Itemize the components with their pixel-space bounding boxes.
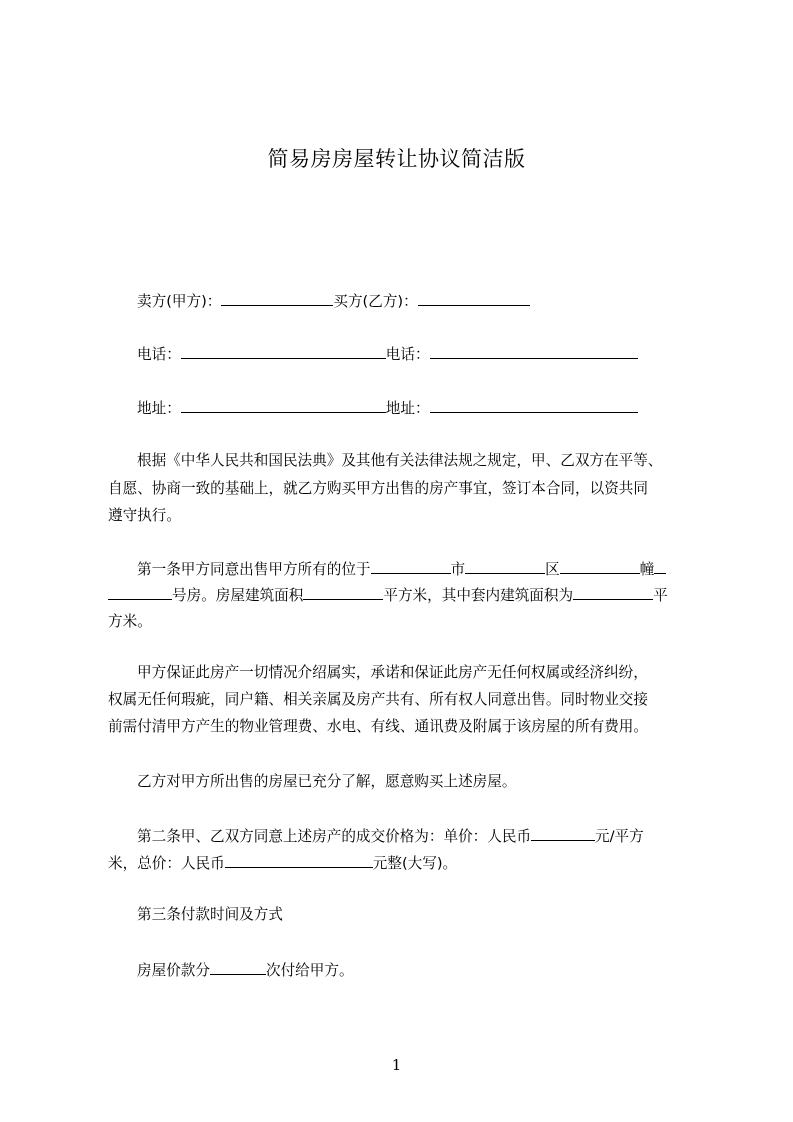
buyer-phone-label: 电话： — [385, 346, 430, 363]
seller-buyer-line — [137, 291, 530, 311]
building-label: 幢 — [639, 561, 655, 578]
document-title: 简易房房屋转让协议简洁版 — [267, 147, 526, 171]
inner-area-blank[interactable] — [573, 585, 653, 600]
city-blank[interactable] — [465, 559, 545, 574]
buyer-address-blank[interactable] — [430, 398, 638, 413]
phone-line — [137, 344, 638, 364]
seller-address-blank[interactable] — [181, 398, 386, 413]
seller-address-label: 地址： — [137, 400, 181, 417]
district-blank[interactable] — [560, 559, 640, 574]
city-label: 市 — [450, 561, 466, 578]
location-blank[interactable] — [371, 559, 451, 574]
buyer-address-label: 地址： — [385, 400, 430, 417]
buyer-label: 买方(乙方)： — [333, 293, 418, 310]
building-blank[interactable] — [654, 559, 666, 574]
total-price-blank[interactable] — [225, 853, 373, 868]
address-line — [137, 398, 638, 418]
intro-line-2: 自愿、协商一致的基础上，就乙方购买甲方出售的房产事宜，签订本合同，以资共同 — [108, 480, 648, 497]
inner-area-unit-start: 平 — [653, 587, 668, 604]
guarantee-line-1: 甲方保证此房产一切情况介绍属实，承诺和保证此房产无任何权属或经济纠纷， — [137, 664, 648, 681]
total-price-label: 米，总价：人民币 — [108, 855, 225, 872]
seller-phone-blank[interactable] — [181, 344, 386, 359]
buyer-phone-blank[interactable] — [430, 344, 638, 359]
seller-phone-label: 电话： — [137, 346, 181, 363]
area-blank[interactable] — [303, 585, 383, 600]
article1-line-2 — [108, 585, 668, 605]
article2-text: 第二条甲、乙双方同意上述房产的成交价格为：单价：人民币 — [137, 828, 532, 845]
page-number: 1 — [391, 1056, 402, 1074]
payment-text: 房屋价款分 — [137, 962, 210, 979]
article1-line-3: 方米。 — [108, 613, 152, 630]
intro-line-3: 遵守执行。 — [108, 507, 181, 524]
area-unit-label: 平方米，其中套内建筑面积为 — [383, 587, 574, 604]
room-blank[interactable] — [108, 585, 172, 600]
guarantee-line-3: 前需付清甲方产生的物业管理费、水电、有线、通讯费及附属于该房屋的所有费用。 — [108, 718, 648, 735]
seller-label: 卖方(甲方)： — [137, 293, 222, 310]
article3-heading: 第三条付款时间及方式 — [137, 906, 283, 923]
intro-line-1: 根据《中华人民共和国民法典》及其他有关法律法规之规定，甲、乙双方在平等、 — [137, 452, 663, 469]
article1-line-1 — [137, 559, 666, 579]
installments-blank[interactable] — [210, 960, 266, 975]
room-label: 号房。房屋建筑面积 — [172, 587, 304, 604]
guarantee-line-2: 权属无任何瑕疵，同户籍、相关亲属及房产共有、所有权人同意出售。同时物业交接 — [108, 691, 648, 708]
unit-price-blank[interactable] — [531, 826, 595, 841]
seller-blank[interactable] — [221, 291, 333, 306]
article1-text: 第一条甲方同意出售甲方所有的位于 — [137, 561, 371, 578]
article2-line-1 — [137, 826, 644, 846]
payment-text-end: 次付给甲方。 — [265, 962, 354, 979]
unit-price-unit: 元/平方 — [595, 828, 644, 845]
total-price-unit: 元整(大写)。 — [372, 855, 458, 872]
article2-line-2 — [108, 853, 457, 873]
district-label: 区 — [545, 561, 560, 578]
buyer-ack-line: 乙方对甲方所出售的房屋已充分了解，愿意购买上述房屋。 — [137, 773, 517, 790]
payment-line — [137, 960, 354, 980]
buyer-blank[interactable] — [418, 291, 530, 306]
